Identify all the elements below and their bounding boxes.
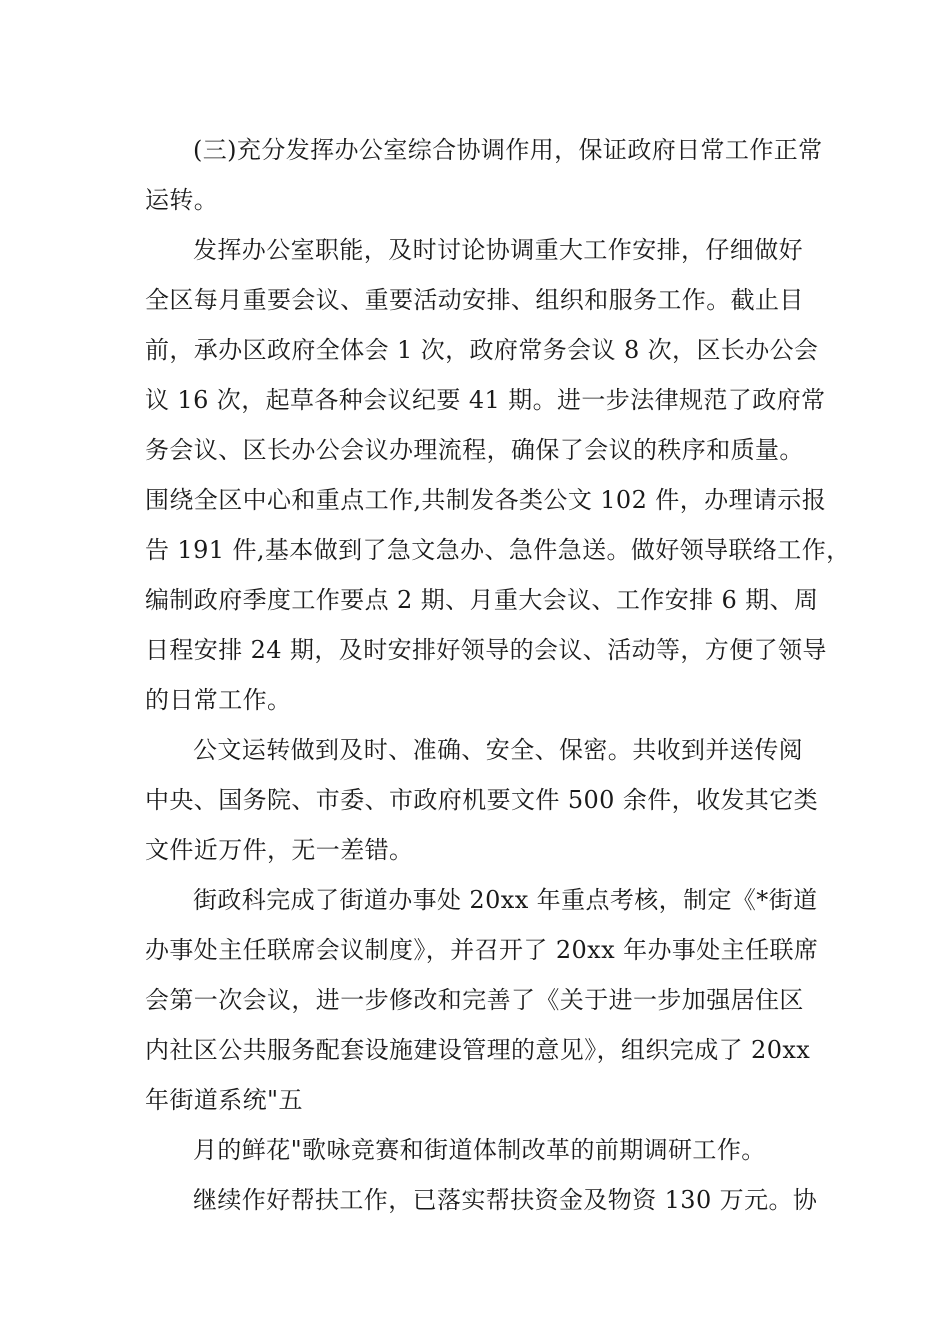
paragraph-line: 的日常工作。 bbox=[145, 686, 292, 714]
paragraph-line: 编制政府季度工作要点 2 期、月重大会议、工作安排 6 期、周 bbox=[145, 586, 819, 614]
paragraph-line: 日程安排 24 期，及时安排好领导的会议、活动等，方便了领导 bbox=[145, 636, 827, 664]
paragraph-heading-line: (三)充分发挥办公室综合协调作用，保证政府日常工作正常 bbox=[193, 136, 823, 164]
paragraph-line: 办事处主任联席会议制度》，并召开了 20xx 年办事处主任联席 bbox=[145, 936, 819, 964]
paragraph-line: 发挥办公室职能，及时讨论协调重大工作安排，仔细做好 bbox=[193, 236, 803, 264]
paragraph-line: 文件近万件，无一差错。 bbox=[145, 836, 414, 864]
paragraph-line: 内社区公共服务配套设施建设管理的意见》，组织完成了 20xx bbox=[145, 1036, 811, 1064]
paragraph-line: 年街道系统"五 bbox=[145, 1086, 303, 1114]
paragraph-line: 务会议、区长办公会议办理流程，确保了会议的秩序和质量。 bbox=[145, 436, 804, 464]
paragraph-line: 议 16 次，起草各种会议纪要 41 期。进一步法律规范了政府常 bbox=[145, 386, 826, 414]
paragraph-line: 街政科完成了街道办事处 20xx 年重点考核，制定《*街道 bbox=[193, 886, 818, 914]
paragraph-line: 围绕全区中心和重点工作,共制发各类公文 102 件，办理请示报 bbox=[145, 486, 827, 514]
paragraph-line: 公文运转做到及时、准确、安全、保密。共收到并送传阅 bbox=[193, 736, 803, 764]
paragraph-line: 中央、国务院、市委、市政府机要文件 500 余件，收发其它类 bbox=[145, 786, 819, 814]
paragraph-line: 前，承办区政府全体会 1 次，政府常务会议 8 次，区长办公会 bbox=[145, 336, 819, 364]
paragraph-line: 全区每月重要会议、重要活动安排、组织和服务工作。截止目 bbox=[145, 286, 804, 314]
paragraph-line: 月的鲜花"歌咏竞赛和街道体制改革的前期调研工作。 bbox=[193, 1136, 766, 1164]
paragraph-line: 运转。 bbox=[145, 186, 219, 214]
paragraph-line: 会第一次会议，进一步修改和完善了《关于进一步加强居住区 bbox=[145, 986, 804, 1014]
paragraph-line: 告 191 件,基本做到了急文急办、急件急送。做好领导联络工作， bbox=[145, 536, 851, 564]
paragraph-line: 继续作好帮扶工作，已落实帮扶资金及物资 130 万元。协 bbox=[193, 1186, 818, 1214]
